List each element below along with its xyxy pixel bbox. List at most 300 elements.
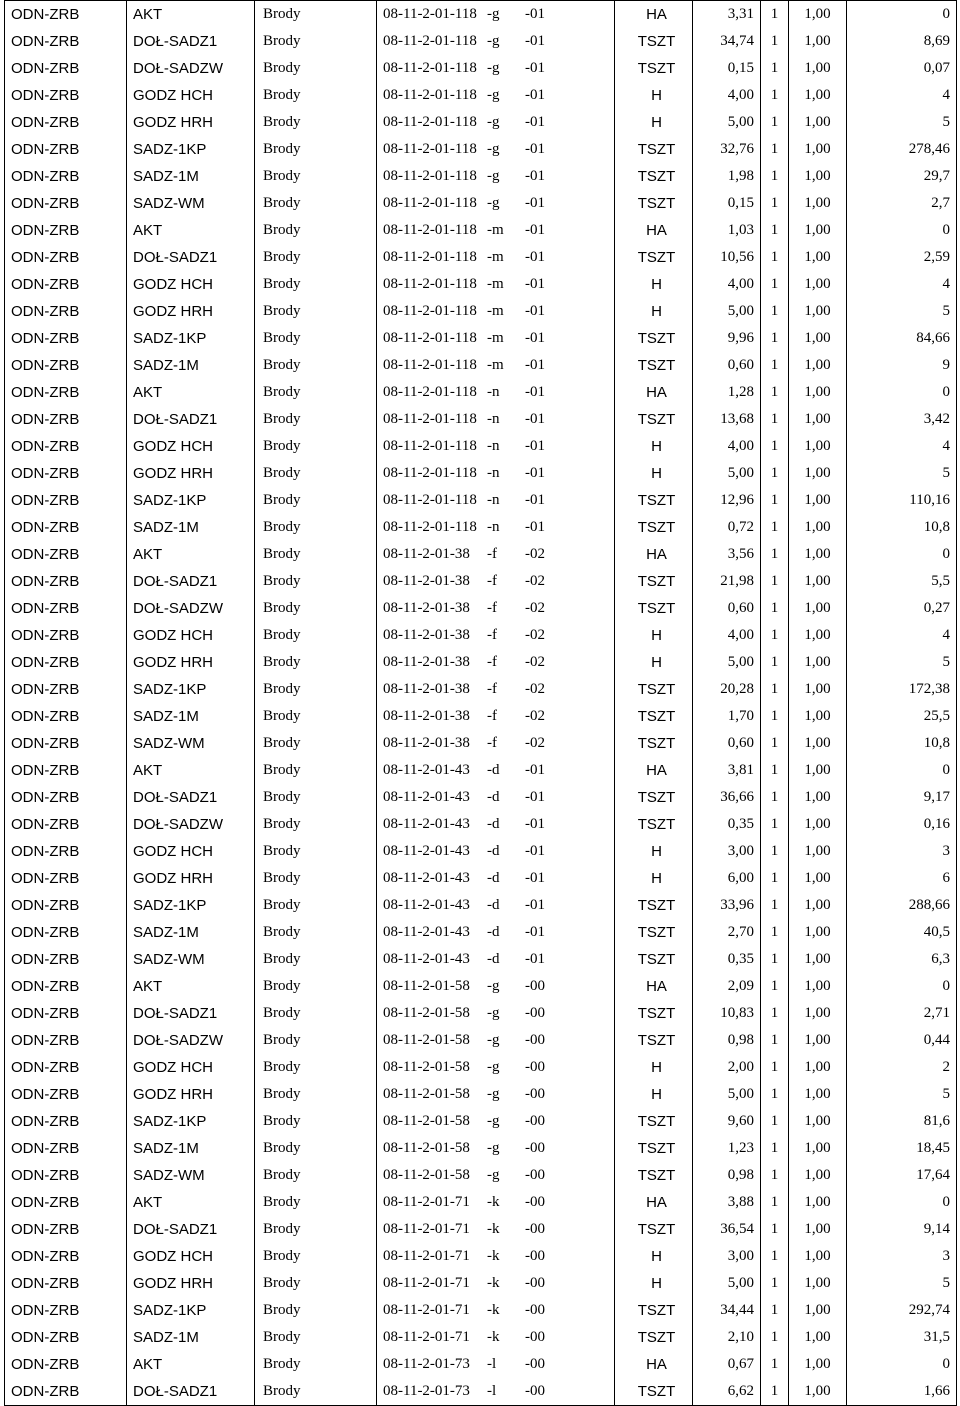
cell-unit-code: ODN-ZRB — [5, 730, 127, 757]
table-row — [5, 730, 957, 757]
address-subarea: -m — [487, 276, 504, 292]
cell-unit-code: ODN-ZRB — [5, 460, 127, 487]
address-suffix: -00 — [525, 1113, 545, 1129]
cell-value: 5 — [847, 1270, 957, 1297]
table-row — [5, 1297, 957, 1324]
cell-activity: SADZ-1KP — [127, 325, 255, 352]
address-suffix: -01 — [525, 924, 545, 940]
table-row — [5, 865, 957, 892]
cell-value: 5 — [847, 298, 957, 325]
address-number: 08-11-2-01-118 — [383, 141, 477, 157]
cell-address — [377, 649, 615, 676]
cell-unit-code: ODN-ZRB — [5, 244, 127, 271]
cell-measure-unit: TSZT — [615, 892, 693, 919]
cell-activity: DOŁ-SADZW — [127, 55, 255, 82]
address-suffix: -01 — [525, 870, 545, 886]
address-subarea: -f — [487, 681, 497, 697]
cell-unit-code: ODN-ZRB — [5, 811, 127, 838]
cell-activity: SADZ-1M — [127, 1324, 255, 1351]
cell-measure-unit: HA — [615, 1189, 693, 1216]
address-number: 08-11-2-01-118 — [383, 222, 477, 238]
address-subarea: -g — [487, 1032, 500, 1048]
cell-activity: AKT — [127, 973, 255, 1000]
address-number: 08-11-2-01-118 — [383, 330, 477, 346]
cell-location: Brody — [255, 1351, 377, 1378]
address-subarea: -f — [487, 546, 497, 562]
address-number: 08-11-2-01-73 — [383, 1383, 470, 1399]
cell-factor: 1,00 — [789, 1108, 847, 1135]
cell-value: 0,27 — [847, 595, 957, 622]
cell-quantity: 3,81 — [693, 757, 761, 784]
cell-value: 0 — [847, 1351, 957, 1378]
cell-activity: SADZ-1M — [127, 703, 255, 730]
cell-count: 1 — [761, 217, 789, 244]
cell-count: 1 — [761, 1, 789, 29]
cell-count: 1 — [761, 622, 789, 649]
cell-address — [377, 1, 615, 29]
cell-activity: GODZ HCH — [127, 1054, 255, 1081]
cell-address — [377, 1378, 615, 1406]
table-row — [5, 838, 957, 865]
cell-factor: 1,00 — [789, 892, 847, 919]
address-suffix: -00 — [525, 1248, 545, 1264]
cell-value: 9,17 — [847, 784, 957, 811]
cell-measure-unit: TSZT — [615, 352, 693, 379]
cell-measure-unit: TSZT — [615, 703, 693, 730]
address-suffix: -02 — [525, 600, 545, 616]
cell-measure-unit: TSZT — [615, 163, 693, 190]
cell-measure-unit: TSZT — [615, 1297, 693, 1324]
address-number: 08-11-2-01-38 — [383, 546, 470, 562]
cell-unit-code: ODN-ZRB — [5, 433, 127, 460]
address-suffix: -01 — [525, 141, 545, 157]
address-number: 08-11-2-01-118 — [383, 6, 477, 22]
cell-factor: 1,00 — [789, 1324, 847, 1351]
address-number: 08-11-2-01-71 — [383, 1221, 470, 1237]
cell-location: Brody — [255, 1108, 377, 1135]
cell-location: Brody — [255, 136, 377, 163]
cell-quantity: 32,76 — [693, 136, 761, 163]
table-row — [5, 55, 957, 82]
address-number: 08-11-2-01-118 — [383, 357, 477, 373]
cell-value: 9,14 — [847, 1216, 957, 1243]
address-suffix: -00 — [525, 1356, 545, 1372]
cell-factor: 1,00 — [789, 595, 847, 622]
cell-value: 5 — [847, 1081, 957, 1108]
cell-address — [377, 730, 615, 757]
cell-location: Brody — [255, 1243, 377, 1270]
cell-quantity: 10,56 — [693, 244, 761, 271]
cell-measure-unit: TSZT — [615, 919, 693, 946]
cell-count: 1 — [761, 1378, 789, 1406]
cell-value: 0,07 — [847, 55, 957, 82]
cell-measure-unit: TSZT — [615, 730, 693, 757]
cell-location: Brody — [255, 298, 377, 325]
cell-unit-code: ODN-ZRB — [5, 298, 127, 325]
address-subarea: -f — [487, 600, 497, 616]
address-number: 08-11-2-01-43 — [383, 843, 470, 859]
cell-count: 1 — [761, 1000, 789, 1027]
cell-measure-unit: HA — [615, 1351, 693, 1378]
cell-address — [377, 136, 615, 163]
address-number: 08-11-2-01-58 — [383, 1059, 470, 1075]
cell-address — [377, 1081, 615, 1108]
cell-value: 0 — [847, 973, 957, 1000]
cell-activity: SADZ-1M — [127, 163, 255, 190]
cell-count: 1 — [761, 649, 789, 676]
cell-unit-code: ODN-ZRB — [5, 676, 127, 703]
cell-location: Brody — [255, 811, 377, 838]
cell-measure-unit: H — [615, 82, 693, 109]
address-suffix: -01 — [525, 384, 545, 400]
cell-quantity: 34,74 — [693, 28, 761, 55]
cell-factor: 1,00 — [789, 109, 847, 136]
cell-measure-unit: TSZT — [615, 1000, 693, 1027]
address-suffix: -01 — [525, 951, 545, 967]
cell-location: Brody — [255, 730, 377, 757]
cell-quantity: 1,28 — [693, 379, 761, 406]
cell-count: 1 — [761, 1324, 789, 1351]
cell-location: Brody — [255, 1270, 377, 1297]
cell-factor: 1,00 — [789, 703, 847, 730]
address-suffix: -01 — [525, 249, 545, 265]
cell-value: 110,16 — [847, 487, 957, 514]
cell-measure-unit: TSZT — [615, 1378, 693, 1406]
cell-address — [377, 406, 615, 433]
cell-factor: 1,00 — [789, 271, 847, 298]
cell-unit-code: ODN-ZRB — [5, 28, 127, 55]
address-subarea: -d — [487, 897, 500, 913]
table-row — [5, 406, 957, 433]
cell-location: Brody — [255, 568, 377, 595]
cell-quantity: 5,00 — [693, 298, 761, 325]
address-subarea: -f — [487, 573, 497, 589]
cell-address — [377, 433, 615, 460]
address-suffix: -00 — [525, 1302, 545, 1318]
cell-address — [377, 568, 615, 595]
address-subarea: -g — [487, 195, 500, 211]
cell-address — [377, 514, 615, 541]
cell-count: 1 — [761, 28, 789, 55]
cell-address — [377, 298, 615, 325]
address-suffix: -02 — [525, 681, 545, 697]
cell-count: 1 — [761, 838, 789, 865]
cell-activity: GODZ HRH — [127, 109, 255, 136]
cell-unit-code: ODN-ZRB — [5, 757, 127, 784]
cell-address — [377, 1351, 615, 1378]
address-number: 08-11-2-01-43 — [383, 924, 470, 940]
cell-unit-code: ODN-ZRB — [5, 946, 127, 973]
cell-quantity: 4,00 — [693, 82, 761, 109]
cell-count: 1 — [761, 1243, 789, 1270]
address-number: 08-11-2-01-118 — [383, 384, 477, 400]
cell-value: 0 — [847, 1, 957, 29]
cell-address — [377, 217, 615, 244]
address-suffix: -01 — [525, 411, 545, 427]
cell-quantity: 0,15 — [693, 55, 761, 82]
cell-count: 1 — [761, 433, 789, 460]
cell-count: 1 — [761, 1108, 789, 1135]
cell-location: Brody — [255, 703, 377, 730]
cell-quantity: 5,00 — [693, 460, 761, 487]
table-row — [5, 325, 957, 352]
cell-factor: 1,00 — [789, 946, 847, 973]
cell-unit-code: ODN-ZRB — [5, 1135, 127, 1162]
cell-activity: DOŁ-SADZ1 — [127, 406, 255, 433]
cell-measure-unit: H — [615, 460, 693, 487]
address-number: 08-11-2-01-38 — [383, 627, 470, 643]
cell-address — [377, 163, 615, 190]
cell-location: Brody — [255, 973, 377, 1000]
cell-measure-unit: HA — [615, 757, 693, 784]
cell-activity: DOŁ-SADZ1 — [127, 568, 255, 595]
cell-quantity: 9,60 — [693, 1108, 761, 1135]
cell-activity: GODZ HRH — [127, 1081, 255, 1108]
cell-factor: 1,00 — [789, 406, 847, 433]
cell-quantity: 33,96 — [693, 892, 761, 919]
address-number: 08-11-2-01-58 — [383, 1167, 470, 1183]
cell-value: 2,59 — [847, 244, 957, 271]
cell-factor: 1,00 — [789, 1297, 847, 1324]
cell-unit-code: ODN-ZRB — [5, 1351, 127, 1378]
cell-count: 1 — [761, 730, 789, 757]
cell-factor: 1,00 — [789, 460, 847, 487]
address-suffix: -01 — [525, 816, 545, 832]
cell-unit-code: ODN-ZRB — [5, 595, 127, 622]
cell-value: 0 — [847, 757, 957, 784]
cell-measure-unit: HA — [615, 973, 693, 1000]
cell-value: 40,5 — [847, 919, 957, 946]
cell-address — [377, 1270, 615, 1297]
cell-count: 1 — [761, 136, 789, 163]
cell-count: 1 — [761, 244, 789, 271]
cell-value: 4 — [847, 622, 957, 649]
address-suffix: -01 — [525, 492, 545, 508]
address-suffix: -01 — [525, 33, 545, 49]
cell-location: Brody — [255, 757, 377, 784]
cell-measure-unit: TSZT — [615, 514, 693, 541]
address-number: 08-11-2-01-38 — [383, 654, 470, 670]
cell-value: 3 — [847, 838, 957, 865]
table-row — [5, 28, 957, 55]
address-number: 08-11-2-01-38 — [383, 573, 470, 589]
address-subarea: -g — [487, 1167, 500, 1183]
address-number: 08-11-2-01-71 — [383, 1248, 470, 1264]
cell-value: 5 — [847, 109, 957, 136]
cell-location: Brody — [255, 1081, 377, 1108]
cell-quantity: 1,70 — [693, 703, 761, 730]
cell-unit-code: ODN-ZRB — [5, 919, 127, 946]
cell-location: Brody — [255, 352, 377, 379]
cell-location: Brody — [255, 1135, 377, 1162]
address-subarea: -f — [487, 627, 497, 643]
cell-measure-unit: TSZT — [615, 325, 693, 352]
address-subarea: -d — [487, 789, 500, 805]
address-number: 08-11-2-01-43 — [383, 870, 470, 886]
cell-activity: SADZ-WM — [127, 946, 255, 973]
cell-count: 1 — [761, 190, 789, 217]
cell-measure-unit: TSZT — [615, 1108, 693, 1135]
address-number: 08-11-2-01-118 — [383, 492, 477, 508]
cell-address — [377, 865, 615, 892]
address-number: 08-11-2-01-58 — [383, 1140, 470, 1156]
cell-address — [377, 622, 615, 649]
cell-address — [377, 28, 615, 55]
address-subarea: -k — [487, 1275, 500, 1291]
cell-unit-code: ODN-ZRB — [5, 1054, 127, 1081]
address-subarea: -g — [487, 114, 500, 130]
cell-factor: 1,00 — [789, 433, 847, 460]
cell-quantity: 10,83 — [693, 1000, 761, 1027]
cell-quantity: 5,00 — [693, 649, 761, 676]
cell-factor: 1,00 — [789, 1054, 847, 1081]
address-suffix: -01 — [525, 843, 545, 859]
cell-address — [377, 352, 615, 379]
cell-count: 1 — [761, 1054, 789, 1081]
table-row — [5, 622, 957, 649]
table-body — [5, 1, 957, 1406]
cell-unit-code: ODN-ZRB — [5, 865, 127, 892]
cell-address — [377, 1243, 615, 1270]
cell-activity: SADZ-1M — [127, 514, 255, 541]
cell-count: 1 — [761, 811, 789, 838]
address-suffix: -01 — [525, 897, 545, 913]
address-suffix: -01 — [525, 222, 545, 238]
cell-quantity: 0,98 — [693, 1027, 761, 1054]
address-number: 08-11-2-01-118 — [383, 465, 477, 481]
cell-location: Brody — [255, 541, 377, 568]
cell-unit-code: ODN-ZRB — [5, 379, 127, 406]
cell-measure-unit: TSZT — [615, 190, 693, 217]
cell-value: 4 — [847, 433, 957, 460]
address-subarea: -m — [487, 222, 504, 238]
cell-factor: 1,00 — [789, 190, 847, 217]
address-suffix: -02 — [525, 708, 545, 724]
cell-measure-unit: H — [615, 1243, 693, 1270]
cell-measure-unit: TSZT — [615, 946, 693, 973]
cell-quantity: 3,31 — [693, 1, 761, 29]
address-suffix: -01 — [525, 519, 545, 535]
cell-measure-unit: HA — [615, 217, 693, 244]
cell-quantity: 34,44 — [693, 1297, 761, 1324]
address-subarea: -f — [487, 708, 497, 724]
cell-quantity: 36,66 — [693, 784, 761, 811]
address-suffix: -00 — [525, 1329, 545, 1345]
address-suffix: -02 — [525, 735, 545, 751]
table-row — [5, 784, 957, 811]
table-row — [5, 1, 957, 29]
cell-location: Brody — [255, 1378, 377, 1406]
address-suffix: -00 — [525, 1086, 545, 1102]
cell-unit-code: ODN-ZRB — [5, 568, 127, 595]
cell-location: Brody — [255, 460, 377, 487]
cell-quantity: 0,67 — [693, 1351, 761, 1378]
cell-value: 81,6 — [847, 1108, 957, 1135]
address-suffix: -00 — [525, 1383, 545, 1399]
cell-location: Brody — [255, 1000, 377, 1027]
table-row — [5, 460, 957, 487]
cell-factor: 1,00 — [789, 1189, 847, 1216]
cell-measure-unit: TSZT — [615, 1027, 693, 1054]
cell-factor: 1,00 — [789, 919, 847, 946]
cell-quantity: 4,00 — [693, 622, 761, 649]
cell-value: 5,5 — [847, 568, 957, 595]
address-number: 08-11-2-01-58 — [383, 1113, 470, 1129]
cell-factor: 1,00 — [789, 1216, 847, 1243]
cell-factor: 1,00 — [789, 1378, 847, 1406]
cell-unit-code: ODN-ZRB — [5, 217, 127, 244]
cell-address — [377, 973, 615, 1000]
table-row — [5, 1162, 957, 1189]
cell-measure-unit: TSZT — [615, 568, 693, 595]
cell-unit-code: ODN-ZRB — [5, 1, 127, 29]
address-suffix: -00 — [525, 1140, 545, 1156]
address-suffix: -00 — [525, 1032, 545, 1048]
cell-measure-unit: TSZT — [615, 136, 693, 163]
table-row — [5, 298, 957, 325]
cell-count: 1 — [761, 514, 789, 541]
cell-factor: 1,00 — [789, 136, 847, 163]
address-subarea: -d — [487, 843, 500, 859]
cell-quantity: 13,68 — [693, 406, 761, 433]
table-row — [5, 1243, 957, 1270]
table-row — [5, 352, 957, 379]
cell-quantity: 3,56 — [693, 541, 761, 568]
address-subarea: -g — [487, 60, 500, 76]
cell-activity: SADZ-1KP — [127, 892, 255, 919]
address-subarea: -f — [487, 735, 497, 751]
cell-location: Brody — [255, 865, 377, 892]
address-suffix: -02 — [525, 546, 545, 562]
cell-measure-unit: TSZT — [615, 55, 693, 82]
cell-quantity: 4,00 — [693, 271, 761, 298]
address-number: 08-11-2-01-71 — [383, 1194, 470, 1210]
cell-activity: SADZ-1M — [127, 919, 255, 946]
cell-unit-code: ODN-ZRB — [5, 163, 127, 190]
cell-activity: DOŁ-SADZ1 — [127, 1378, 255, 1406]
cell-address — [377, 838, 615, 865]
address-number: 08-11-2-01-71 — [383, 1329, 470, 1345]
table-row — [5, 703, 957, 730]
cell-count: 1 — [761, 919, 789, 946]
cell-location: Brody — [255, 1324, 377, 1351]
table-row — [5, 433, 957, 460]
cell-measure-unit: H — [615, 865, 693, 892]
cell-address — [377, 1054, 615, 1081]
cell-measure-unit: TSZT — [615, 1216, 693, 1243]
cell-unit-code: ODN-ZRB — [5, 352, 127, 379]
address-suffix: -01 — [525, 789, 545, 805]
cell-activity: SADZ-WM — [127, 1162, 255, 1189]
address-number: 08-11-2-01-118 — [383, 303, 477, 319]
cell-location: Brody — [255, 1054, 377, 1081]
cell-activity: AKT — [127, 1351, 255, 1378]
cell-factor: 1,00 — [789, 1243, 847, 1270]
cell-quantity: 1,98 — [693, 163, 761, 190]
cell-quantity: 21,98 — [693, 568, 761, 595]
cell-activity: GODZ HRH — [127, 865, 255, 892]
cell-count: 1 — [761, 1189, 789, 1216]
address-subarea: -n — [487, 411, 500, 427]
address-subarea: -d — [487, 762, 500, 778]
cell-count: 1 — [761, 757, 789, 784]
cell-count: 1 — [761, 1162, 789, 1189]
cell-location: Brody — [255, 406, 377, 433]
address-subarea: -m — [487, 357, 504, 373]
address-suffix: -01 — [525, 87, 545, 103]
cell-activity: SADZ-WM — [127, 730, 255, 757]
address-subarea: -d — [487, 924, 500, 940]
